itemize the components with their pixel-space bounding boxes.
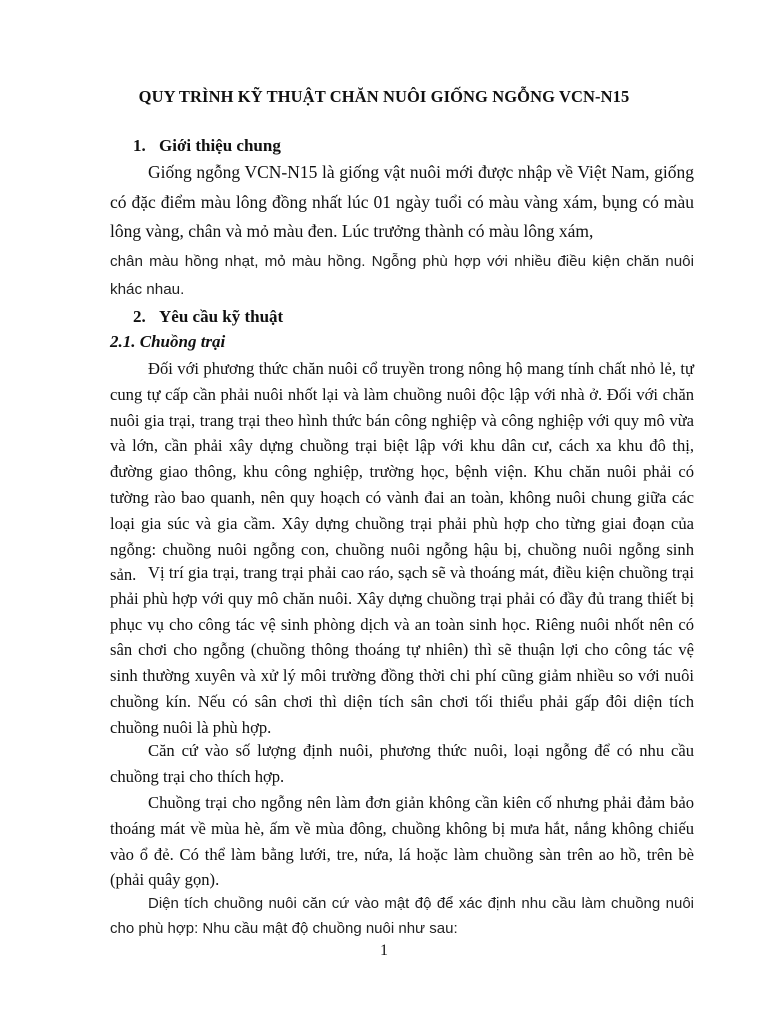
- section-1-paragraph-b: chân màu hồng nhạt, mỏ màu hồng. Ngỗng phù hợp với nhiều điều kiện chăn nuôi khác nhau.: [110, 253, 694, 298]
- section-1-paragraph-a: Giống ngỗng VCN-N15 là giống vật nuôi mới được nhập về Việt Nam, giống có đặc điểm màu lông đồng nhất lúc 01 ngày tuổi có màu vàng xám, bụng có màu lông vàng, chân và mỏ màu đen. Lúc trưởng thành có màu lông xám,: [110, 162, 694, 241]
- section-2-number: 2.: [133, 307, 146, 326]
- section-2-1-heading: 2.1. Chuồng trại: [110, 332, 226, 351]
- document-title: QUY TRÌNH KỸ THUẬT CHĂN NUÔI GIỐNG NGỖNG VCN-N15: [138, 87, 630, 106]
- section-1-heading: [133, 136, 281, 156]
- section-2-1-paragraph-4: Chuồng trại cho ngỗng nên làm đơn giản không cần kiên cố nhưng phải đảm bảo thoáng mát về mùa hè, ấm về mùa đông, chuồng không bị mưa hắt, nắng không chiếu vào ổ đẻ. Có thể làm bằng lưới, tre, nứa, lá hoặc làm chuồng sàn trên ao hồ, trên bè (phải quây gọn).: [110, 793, 694, 890]
- section-2-1-paragraph-3: Căn cứ vào số lượng định nuôi, phương thức nuôi, loại ngỗng để có nhu cầu chuồng trại cho thích hợp.: [110, 741, 694, 786]
- section-2-1-paragraph-1: Đối với phương thức chăn nuôi cổ truyền trong nông hộ mang tính chất nhỏ lẻ, tự cung tự cấp cần phải nuôi nhốt lại và làm chuồng nuôi độc lập với nhà ở. Đối với chăn nuôi gia trại, trang trại theo hình thức bán công nghiệp và công nghiệp với quy mô vừa và lớn, cần phải xây dựng chuồng trại biệt lập với khu dân cư, cách xa khu đô thị, đường giao thông, khu công nghiệp, trường học, bệnh viện. Khu chăn nuôi phải có tường rào bao quanh, nên quy hoạch có vành đai an toàn, không nuôi chung giữa các loại gia súc và gia cầm. Xây dựng chuồng trại phải phù hợp cho từng giai đoạn của ngỗng: chuồng nuôi ngỗng con, chuồng nuôi ngỗng hậu bị, chuồng nuôi ngỗng sinh sản.: [110, 359, 694, 585]
- section-2-1-paragraph-5: Diện tích chuồng nuôi căn cứ vào mật độ để xác định nhu cầu làm chuồng nuôi cho phù hợp: Nhu cầu mật độ chuồng nuôi như sau:: [110, 895, 694, 937]
- section-1-title: Giới thiệu chung: [159, 136, 281, 155]
- section-2-title: Yêu cầu kỹ thuật: [159, 307, 284, 326]
- page-number: 1: [380, 942, 388, 959]
- section-2-heading: [133, 307, 283, 327]
- section-2-1-paragraph-2: Vị trí gia trại, trang trại phải cao ráo, sạch sẽ và thoáng mát, điều kiện chuồng trại phải phù hợp với quy mô chăn nuôi. Xây dựng chuồng trại phải có đầy đủ trang thiết bị phục vụ cho công tác vệ sinh phòng dịch và an toàn sinh học. Riêng nuôi nhốt nên có sân chơi cho ngỗng (chuồng thông thoáng tự nhiên) thì sẽ thuận lợi cho công tác vệ sinh thường xuyên và xử lý môi trường đồng thời chi phí cũng giảm nhiều so với nuôi chuồng kín. Nếu có sân chơi thì diện tích sân chơi tối thiểu phải gấp đôi diện tích chuồng nuôi là phù hợp.: [110, 563, 694, 737]
- section-1-number: 1.: [133, 136, 146, 155]
